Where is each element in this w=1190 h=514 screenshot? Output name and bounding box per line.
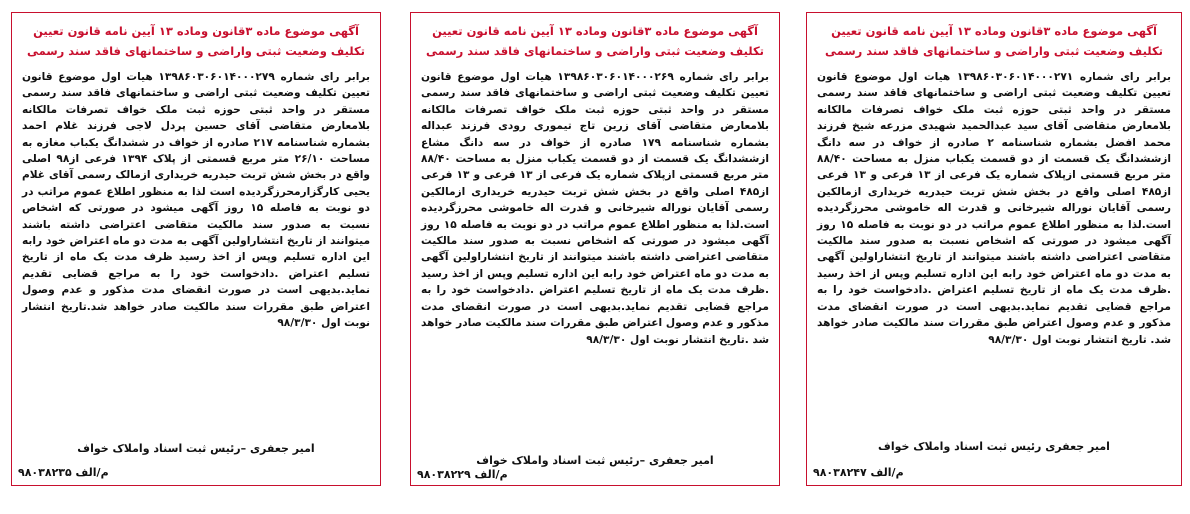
notice-title-line-2: تکلیف وضعیت ثبتی واراضی و ساختمانهای فاقد سند رسمی (426, 44, 764, 58)
notice-code: م/الف ۹۸۰۳۸۲۲۹ (417, 468, 508, 481)
notice-title-line-1: آگهی موضوع ماده ۳قانون وماده ۱۳ آیین نامه قانون تعیین (432, 24, 758, 38)
notice-title (12, 13, 380, 65)
notice-body: برابر رای شماره ۱۳۹۸۶۰۳۰۶۰۱۴۰۰۰۲۷۱ هیات اول موضوع قانون تعیین تکلیف وضعیت ثبتی اراضی و ساختمانهای فاقد سند رسمی مستقر در واحد ثبتی حوزه ثبت ملک خواف تصرفات مالکانه بلامعارض متقاضی آقای سید عبدالحمید شهیدی مزرعه شیخ فرزند محمد افضل بشماره شناسنامه ۲ صادره از خواف در سه دانگ ازششدانگ یک قسمت از دو قسمت یکباب منزل به مساحت ۸۸/۴۰ متر مربع قسمتی ازپلاک شماره یک فرعی از ۱۳ فرعی و ۱۳ فرعی از۴۸۵ اصلی واقع در بخش شش تربت حیدریه خریداری ازمالکین رسمی آقایان نوراله شیرخانی و قدرت اله خاموشی محرزگردیده است.لذا به منظور اطلاع عموم مراتب در دو نوبت به فاصله ۱۵ روز آگهی میشود در صورتی که اشخاص نسبت به صدور سند مالکیت متقاضی اعتراضی داشته باشند میتوانند از تاریخ انتشاراولین آگهی به مدت دو ماه اعتراض خود رابه این اداره تسلیم وپس از اخذ رسید .ظرف مدت یک ماه از تاریخ تسلیم اعتراض .دادخواست خود را به مراجع قضایی تقدیم نماید.بدیهی است در صورت انقضای مدت مذکور و عدم وصول اعتراض طبق مقررات سند مالکیت صادر خواهد شد. تاریخ انتشار نوبت اول ۹۸/۳/۳۰ (817, 71, 1171, 346)
notice-title-line-2: تکلیف وضعیت ثبتی واراضی و ساختمانهای فاقد سند رسمی (27, 44, 365, 58)
notice-middle (410, 12, 780, 486)
notice-right (806, 12, 1182, 486)
notice-title-line-2: تکلیف وضعیت ثبتی واراضی و ساختمانهای فاقد سند رسمی (825, 44, 1163, 58)
notice-title-line-1: آگهی موضوع ماده ۳قانون وماده ۱۳ آیین نامه قانون تعیین (831, 24, 1157, 38)
notice-code: م/الف ۹۸۰۳۸۲۳۵ (18, 466, 109, 479)
notice-body: برابر رای شماره ۱۳۹۸۶۰۳۰۶۰۱۴۰۰۰۲۷۹ هیات اول موضوع قانون تعیین تکلیف وضعیت ثبتی اراضی و ساختمانهای فاقد سند رسمی مستقر در واحد ثبتی حوزه ثبت ملک خواف تصرفات مالکانه بلامعارض متقاضی آقای حسین پردل لاجی فرزند غلام احمد بشماره شناسنامه ۲۱۷ صادره از خواف در ششدانگ یکباب مغازه به مساحت ۲۶/۱۰ متر مربع قسمتی از پلاک ۱۳۹۴ فرعی از۹۸ اصلی واقع در بخش شش تربت حیدریه خریداری ازمالک رسمی آقای غلام یحیی کارگزارمحرزگردیده است لذا به منظور اطلاع عموم مراتب در دو نوبت به فاصله ۱۵ روز آگهی میشود در صورتی که اشخاص نسبت به صدور سند مالکیت متقاضی اعتراضی داشته باشند میتوانند از تاریخ انتشاراولین آگهی به مدت دو ماه اعتراض خود رابه این اداره تسلیم وپس از اخذ رسید ظرف مدت یک ماه از تاریخ تسلیم اعتراض .دادخواست خود را به مراجع قضایی تقدیم نماید.بدیهی است در صورت انقضای مدت مذکور و عدم وصول اعتراض طبق مقررات سند مالکیت صادر خواهد شد.تاریخ انتشار نوبت اول ۹۸/۳/۳۰ (22, 71, 370, 330)
notice-code: م/الف ۹۸۰۳۸۲۴۷ (813, 466, 904, 479)
notice-left (11, 12, 381, 486)
notice-title-line-1: آگهی موضوع ماده ۳قانون وماده ۱۳ آیین نامه قانون تعیین (33, 24, 359, 38)
notice-body: برابر رای شماره ۱۳۹۸۶۰۳۰۶۰۱۴۰۰۰۲۶۹ هیات اول موضوع قانون تعیین تکلیف وضعیت ثبتی اراضی و ساختمانهای فاقد سند رسمی مستقر در واحد ثبتی حوزه ثبت ملک خواف تصرفات مالکانه بلامعارض متقاضی آقای زرین تاج تیموری رودی فرزند عبداله بشماره شناسنامه ۱۷۹ صادره از خواف در سه دانگ مشاع ازششدانگ یک قسمت از دو قسمت یکباب منزل به مساحت ۸۸/۴۰ متر مربع قسمتی ازپلاک شماره یک فرعی از ۱۳ فرعی و ۱۳ فرعی از۴۸۵ اصلی واقع در بخش شش تربت حیدریه خریداری ازمالکین رسمی آقایان نوراله شیرخانی و قدرت اله خاموشی محرزگردیده است.لذا به منظور اطلاع عموم مراتب در دو نوبت به فاصله ۱۵ روز آگهی میشود در صورتی که اشخاص نسبت به صدور سند مالکیت متقاضی اعتراضی داشته باشند میتوانند از تاریخ انتشاراولین آگهی به مدت دو ماه اعتراض خود رابه این اداره تسلیم وپس از اخذ رسید .ظرف مدت یک ماه از تاریخ تسلیم اعتراض .دادخواست خود را به مراجع قضایی تقدیم نماید.بدیهی است در صورت انقضای مدت مذکور و عدم وصول اعتراض طبق مقررات سند مالکیت صادر خواهد شد .تاریخ انتشار نوبت اول ۹۸/۳/۳۰ (421, 71, 769, 346)
notice-signature: امیر جعفری –رئیس ثبت اسناد واملاک خواف (476, 454, 714, 467)
notice-title (411, 13, 779, 65)
notice-signature: امیر جعفری رئیس ثبت اسناد واملاک خواف (878, 440, 1110, 453)
notice-title (807, 13, 1181, 65)
notice-signature: امیر جعفری –رئیس ثبت اسناد واملاک خواف (77, 442, 315, 455)
